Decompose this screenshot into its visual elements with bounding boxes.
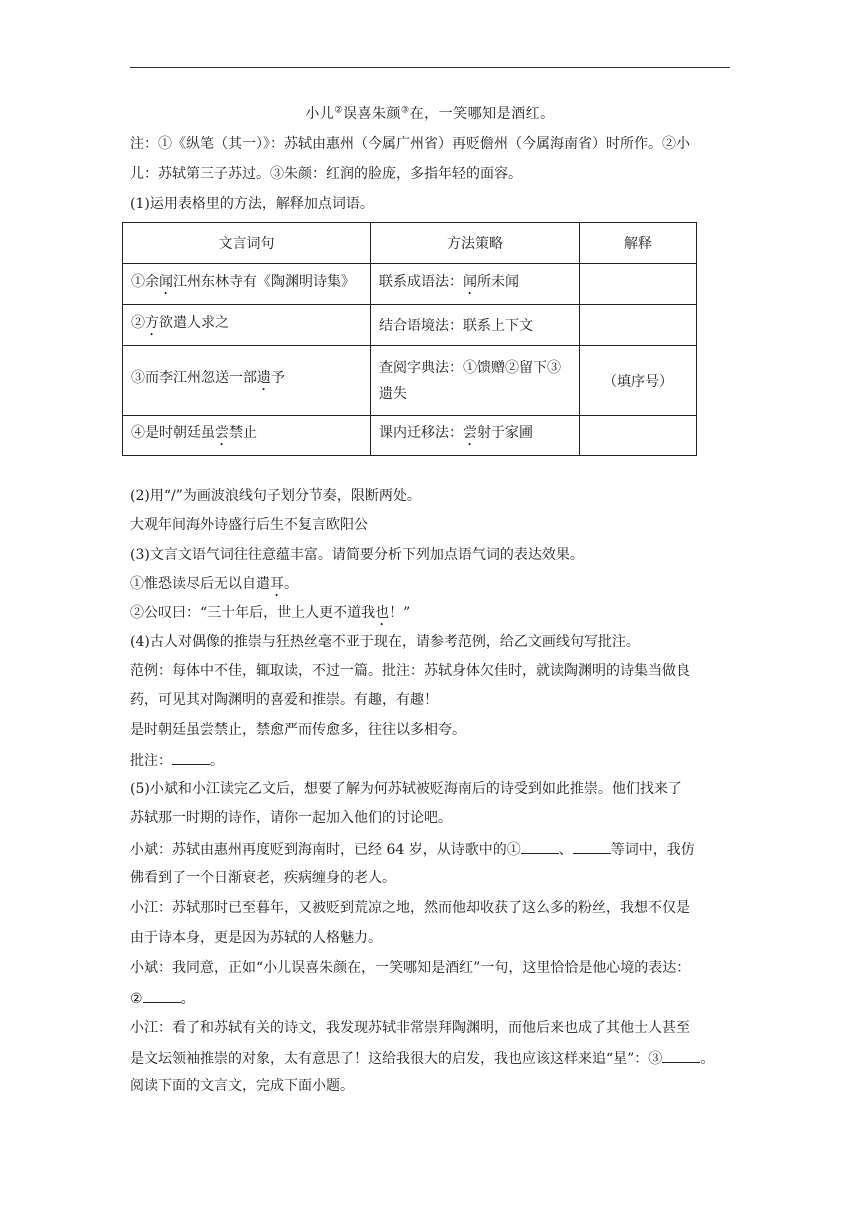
- q1-prompt: (1)运用表格里的方法，解释加点词语。: [130, 196, 374, 212]
- answer-blank[interactable]: [521, 839, 559, 854]
- q4-answer: 批注： 。: [130, 750, 730, 771]
- method-cell: 课内迁移法：尝射于家圃: [371, 416, 580, 456]
- dialogue-1-cont: 佛看到了一个日渐衰老，疾病缠身的老人。: [130, 870, 396, 886]
- table-row: [123, 305, 697, 346]
- q4-prompt: (4)古人对偶像的推崇与狂热丝毫不亚于现在，请参考范例，给乙文画线句写批注。: [130, 634, 640, 650]
- answer-blank[interactable]: [662, 1048, 700, 1063]
- dotted-word: 遗: [257, 370, 271, 386]
- answer-blank[interactable]: [573, 839, 611, 854]
- phrase-cell: ④是时朝廷虽尝禁止: [123, 416, 371, 456]
- poem-line: 小儿②误喜朱颜③在，一笑哪知是酒红。: [305, 105, 555, 122]
- dialogue-3-answer: ② 。: [130, 988, 730, 1009]
- table-row: [123, 264, 697, 305]
- q3-item-2: ②公叹曰：“三十年后，世上人更不道我也！”: [130, 605, 411, 621]
- notes-line-2: 儿：苏轼第三子苏过。③朱颜：红润的脸庞，多指年轻的面容。: [130, 166, 522, 182]
- table-header-cell: 方法策略: [371, 223, 580, 264]
- method-cell: 联系成语法：闻所未闻: [371, 264, 580, 305]
- dotted-word: 耳: [270, 576, 284, 592]
- q4-example-1: 范例：每体中不佳，辄取读，不过一篇。批注：苏轼身体欠佳时，就读陶渊明的诗集当做良: [130, 663, 690, 679]
- answer-blank[interactable]: [172, 750, 210, 765]
- table-header-row: [123, 223, 697, 264]
- dotted-word: 尝: [463, 425, 477, 441]
- dialogue-4: 小江：看了和苏轼有关的诗文，我发现苏轼非常崇拜陶渊明，而他后来也成了其他士人甚至: [130, 1020, 690, 1036]
- q4-example-2: 药，可见其对陶渊明的喜爱和推崇。有趣，有趣！: [130, 692, 438, 708]
- dotted-word: 也: [375, 605, 390, 621]
- dialogue-2-cont: 由于诗本身，更是因为苏轼的人格魅力。: [130, 930, 382, 946]
- notes-line-1: 注：①《纵笔（其一）》：苏轼由惠州（今属广州省）再贬儋州（今属海南省）时所作。②小: [130, 136, 690, 152]
- answer-blank[interactable]: [143, 988, 181, 1003]
- q2-prompt: (2)用“/”为画波浪线句子划分节奏，限断两处。: [130, 488, 421, 504]
- table-header-cell: 文言词句: [123, 223, 371, 264]
- dotted-word: 方: [145, 314, 159, 331]
- table-row: [123, 346, 697, 416]
- q4-sentence: 是时朝廷虽尝禁止，禁愈严而传愈多，往往以多相夸。: [130, 722, 466, 738]
- dialogue-2: 小江：苏轼那时已至暮年，又被贬到荒凉之地，然而他却收获了这么多的粉丝，我想不仅是: [130, 900, 690, 916]
- dialogue-3: 小斌：我同意，正如“小儿误喜朱颜在，一笑哪知是酒红”一句，这里恰恰是他心境的表达：: [130, 960, 691, 976]
- header-rule: [130, 67, 730, 68]
- phrase-cell: ②方欲遣人求之: [123, 305, 371, 346]
- answer-cell[interactable]: [580, 305, 697, 346]
- phrase-cell: ①余闻江州东林寺有《陶渊明诗集》: [123, 264, 371, 305]
- phrase-cell: ③而李江州忽送一部遗予: [123, 346, 371, 416]
- method-cell: 结合语境法：联系上下文: [371, 305, 580, 346]
- answer-cell[interactable]: （填序号）: [580, 346, 697, 416]
- table-row: [123, 416, 697, 456]
- method-cell: 查阅字典法：①馈赠②留下③ 遗失: [371, 346, 580, 416]
- dotted-word: 尝: [215, 425, 229, 441]
- dotted-word: 闻: [159, 273, 173, 290]
- q5-prompt-2: 苏轼那一时期的诗作，请你一起加入他们的讨论吧。: [130, 810, 452, 826]
- dialogue-1: 小斌：苏轼由惠州再度贬到海南时，已经 64 岁，从诗歌中的① 、 等词中，我仿: [130, 839, 730, 860]
- dialogue-4-cont: 是文坛领袖推崇的对象，太有意思了！这给我很大的启发，我也应该这样来追“星”：③ 。: [130, 1048, 730, 1069]
- methods-table: [122, 222, 697, 456]
- q3-item-1: ①惟恐读尽后无以自遣耳。: [130, 576, 298, 592]
- dotted-word: 闻: [463, 273, 477, 290]
- q3-prompt: (3)文言文语气词往往意蕴丰富。请简要分析下列加点语气词的表达效果。: [130, 547, 584, 563]
- table-header-cell: 解释: [580, 223, 697, 264]
- q2-sentence: 大观年间海外诗盛行后生不复言欧阳公: [130, 517, 368, 533]
- answer-cell[interactable]: [580, 416, 697, 456]
- q5-prompt-1: (5)小斌和小江读完乙文后，想要了解为何苏轼被贬海南后的诗受到如此推崇。他们找来了: [130, 781, 682, 797]
- reading-instruction: 阅读下面的文言文，完成下面小题。: [130, 1078, 354, 1094]
- answer-cell[interactable]: [580, 264, 697, 305]
